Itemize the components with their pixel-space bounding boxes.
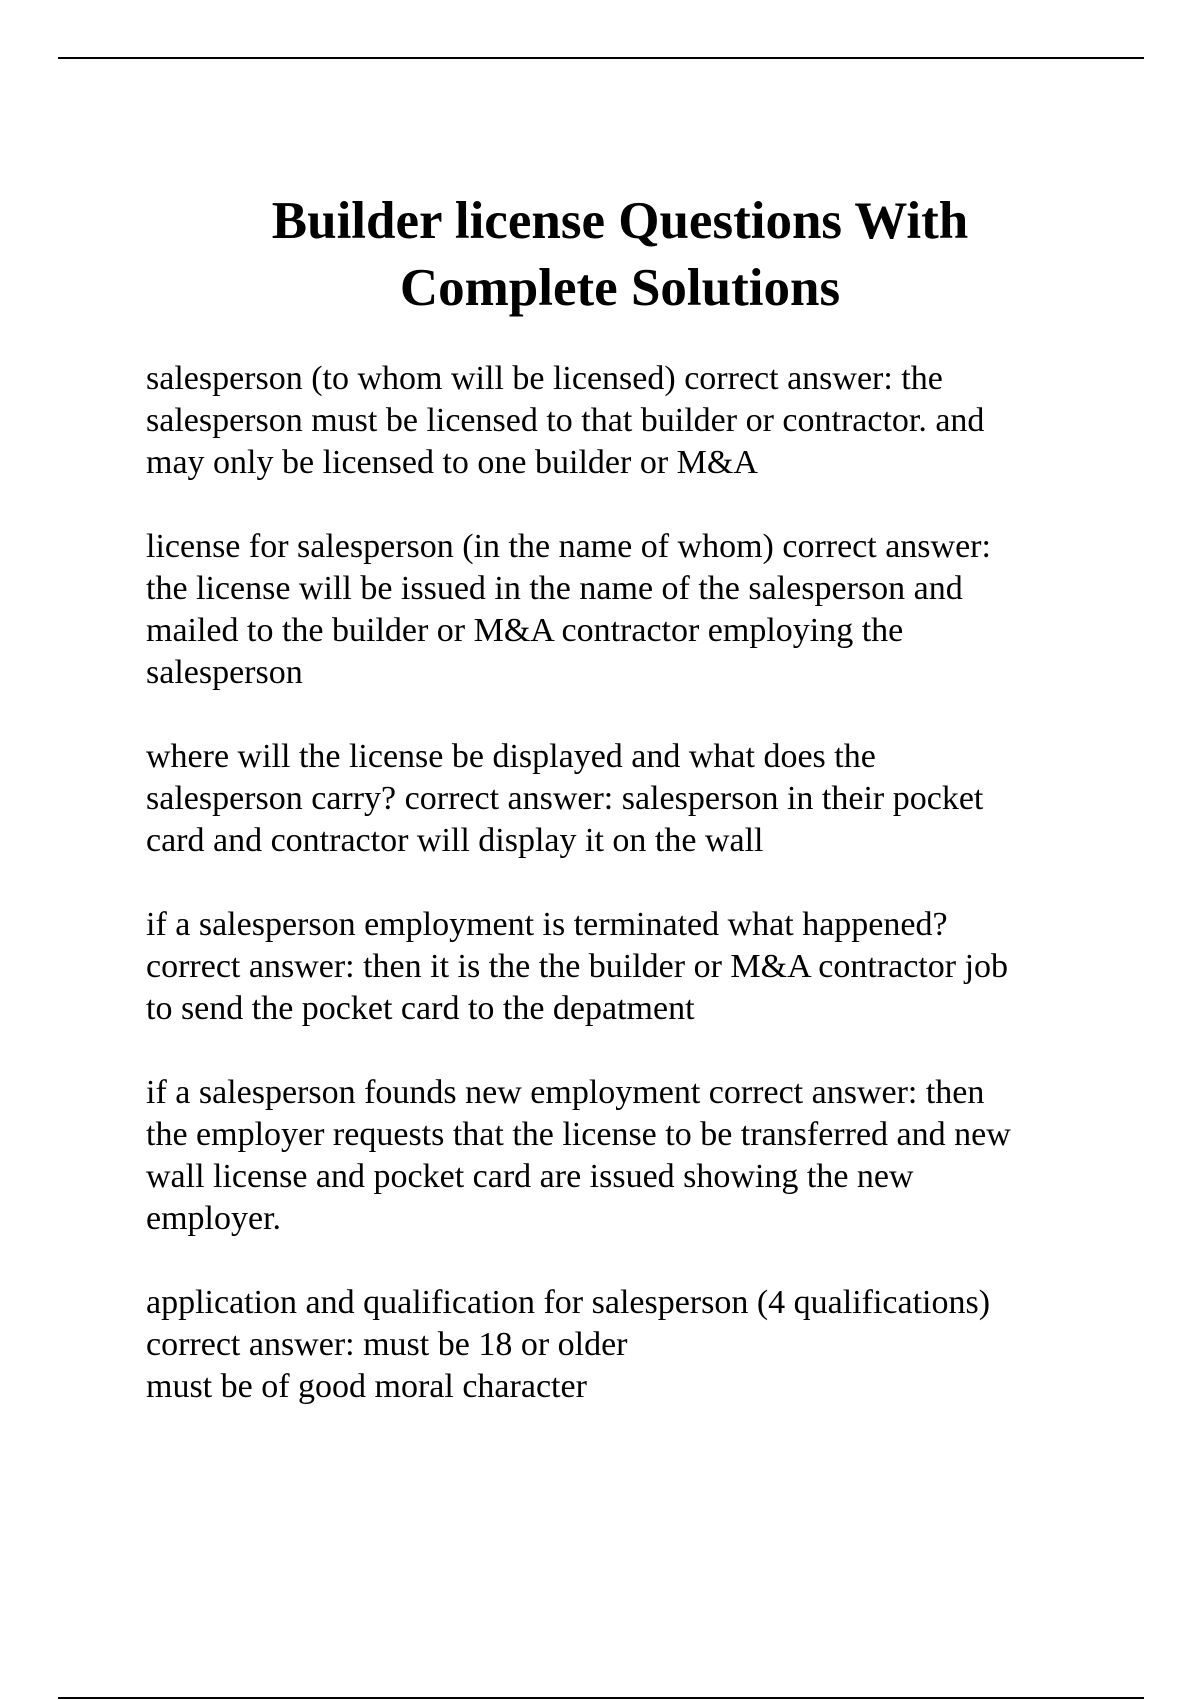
qa-line: application and qualification for salesperson (4 qualifications) [146, 1284, 991, 1321]
qa-line: mailed to the builder or M&A contractor employing the [146, 612, 904, 649]
qa-line: salesperson carry? correct answer: salesperson in their pocket [146, 780, 984, 817]
qa-line: salesperson (to whom will be licensed) correct answer: the [146, 360, 943, 397]
qa-line: to send the pocket card to the depatment [146, 990, 695, 1027]
top-divider [58, 57, 1144, 59]
qa-line: correct answer: must be 18 or older [146, 1326, 628, 1363]
qa-line: license for salesperson (in the name of whom) correct answer: [146, 528, 991, 565]
qa-line: salesperson [146, 654, 303, 691]
qa-line: if a salesperson founds new employment correct answer: then [146, 1074, 985, 1111]
qa-line: wall license and pocket card are issued showing the new [146, 1158, 914, 1195]
qa-entry-6 [146, 1282, 1106, 1408]
qa-line: must be of good moral character [146, 1368, 587, 1405]
qa-entry-4 [146, 904, 1106, 1030]
bottom-divider [58, 1697, 1144, 1699]
title-line-1: Builder license Questions With [271, 192, 969, 250]
qa-line: the employer requests that the license to be transferred and new [146, 1116, 1011, 1153]
title-line-2: Complete Solutions [399, 259, 841, 317]
qa-line: correct answer: then it is the the builder or M&A contractor job [146, 948, 1009, 985]
qa-list [146, 358, 1106, 1450]
qa-line: the license will be issued in the name of the salesperson and [146, 570, 963, 607]
qa-entry-1 [146, 358, 1106, 484]
qa-line: salesperson must be licensed to that builder or contractor. and [146, 402, 985, 439]
qa-entry-2 [146, 526, 1106, 694]
qa-line: if a salesperson employment is terminated what happened? [146, 906, 948, 943]
qa-entry-3 [146, 736, 1106, 862]
qa-line: may only be licensed to one builder or M&A [146, 444, 758, 481]
qa-line: employer. [146, 1200, 282, 1237]
qa-entry-5 [146, 1072, 1106, 1240]
qa-line: card and contractor will display it on the wall [146, 822, 764, 859]
page-title [0, 188, 1200, 322]
qa-line: where will the license be displayed and what does the [146, 738, 876, 775]
